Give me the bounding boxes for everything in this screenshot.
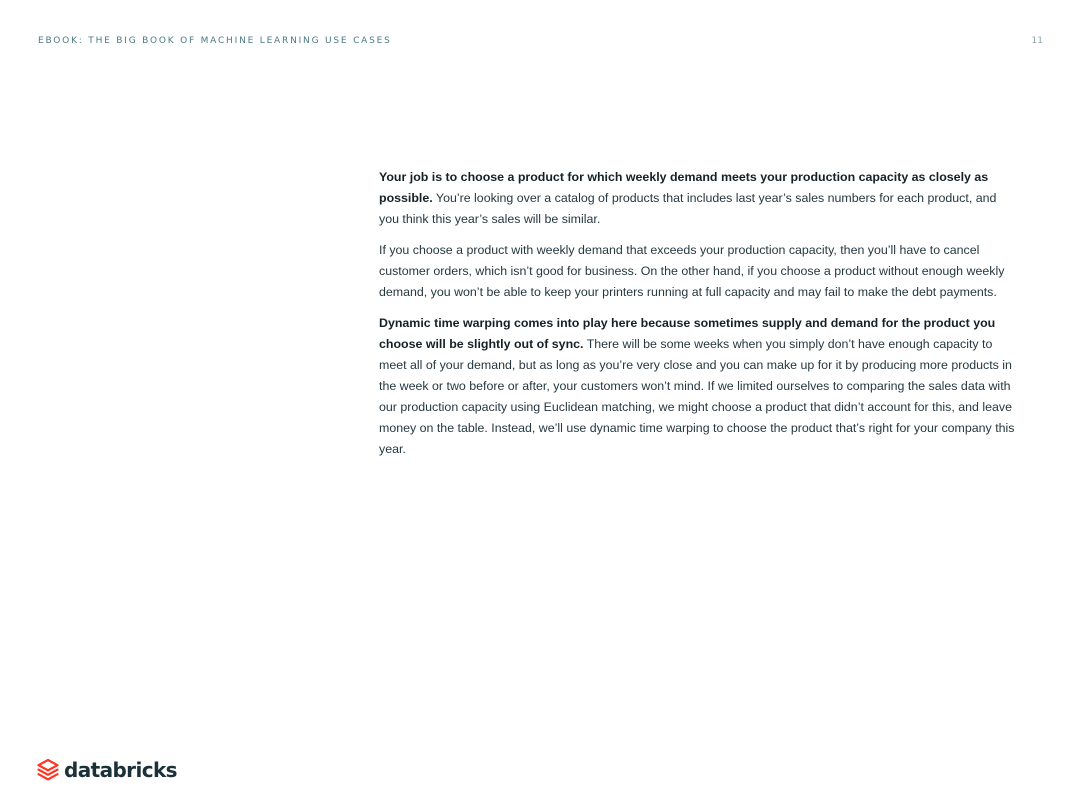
paragraph-3-lead: Dynamic time warping comes into play here because sometimes supply and demand for the product you choose will be slightly out of sync. — [379, 316, 996, 351]
paragraph-1-text: You’re looking over a catalog of products that includes last year’s sales numbers for each product, and you think this year’s sales will be similar. — [379, 191, 997, 226]
running-header: EBOOK: THE BIG BOOK OF MACHINE LEARNING USE CASES — [38, 36, 392, 46]
paragraph-2: If you choose a product with weekly demand that exceeds your production capacity, then you’ll have to cancel customer orders, which isn’t good for business. On the other hand, if you choose a product without enough weekly demand, you won’t be able to keep your printers running at full capacity and may fail to make the debt payments. — [379, 243, 1005, 299]
paragraph-1 — [379, 167, 1015, 230]
body-text — [379, 167, 1015, 470]
page-number: 11 — [1031, 36, 1043, 46]
paragraph-3 — [379, 313, 1015, 460]
databricks-wordmark: databricks — [64, 758, 177, 782]
paragraph-3-text: There will be some weeks when you simply don’t have enough capacity to meet all of your demand, but as long as you’re very close and you can make up for it by producing more products in the week or two before or after, your customers won’t mind. If we limited ourselves to comparing the sales data with our production capacity using Euclidean matching, we might choose a product that didn’t account for this, and leave money on the table. Instead, we’ll use dynamic time warping to choose the product that’s right for your company this year. — [379, 337, 1015, 456]
databricks-stack-icon — [37, 758, 59, 782]
paragraph-1-lead: Your job is to choose a product for which weekly demand meets your production capacity as closely as possible. — [379, 170, 989, 205]
databricks-logo — [37, 758, 177, 782]
